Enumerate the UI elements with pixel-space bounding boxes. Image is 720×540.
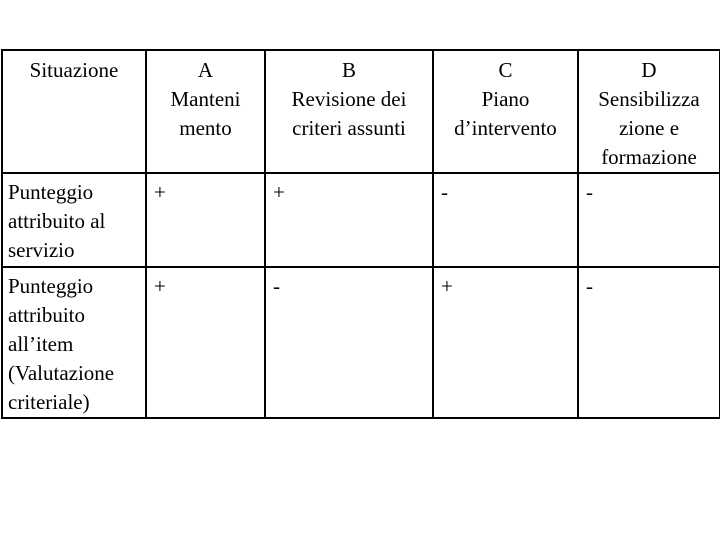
cell-item-d: - [578, 267, 720, 418]
header-col-c [433, 50, 578, 173]
header-d-letter: D [641, 58, 657, 82]
row-label-line: Punteggio [8, 274, 94, 298]
cell-item-a: + [146, 267, 265, 418]
cell-item-b: - [265, 267, 433, 418]
header-a-line: Manteni [170, 87, 241, 111]
cell-servizio-d: - [578, 173, 720, 267]
evaluation-table [1, 49, 720, 419]
header-b-line: criteri assunti [292, 116, 406, 140]
table-row [2, 267, 720, 418]
row-label-line: attribuito al [8, 209, 106, 233]
header-d-line: formazione [601, 145, 697, 169]
row-label-line: all’item [8, 332, 74, 356]
header-c-line: d’intervento [454, 116, 557, 140]
header-col-a [146, 50, 265, 173]
cell-servizio-c: - [433, 173, 578, 267]
header-situazione [2, 50, 146, 173]
header-col-d [578, 50, 720, 173]
header-b-line: Revisione dei [291, 87, 407, 111]
header-c-letter: C [498, 58, 513, 82]
cell-servizio-a: + [146, 173, 265, 267]
header-d-line: Sensibilizza [598, 87, 700, 111]
header-a-letter: A [197, 58, 214, 82]
header-c-line: Piano [481, 87, 530, 111]
row-label-line: attribuito [8, 303, 85, 327]
row-label-item [2, 267, 146, 418]
header-row [2, 50, 720, 173]
header-situazione-line: Situazione [29, 58, 119, 82]
row-label-servizio [2, 173, 146, 267]
cell-servizio-b: + [265, 173, 433, 267]
header-col-b [265, 50, 433, 173]
header-d-line: zione e [618, 116, 680, 140]
header-b-letter: B [341, 58, 356, 82]
row-label-line: Punteggio [8, 180, 94, 204]
table-row [2, 173, 720, 267]
header-a-line: mento [179, 116, 232, 140]
row-label-line: (Valutazione [8, 361, 115, 385]
row-label-line: criteriale) [8, 390, 90, 414]
row-label-line: servizio [8, 238, 75, 262]
cell-item-c: + [433, 267, 578, 418]
